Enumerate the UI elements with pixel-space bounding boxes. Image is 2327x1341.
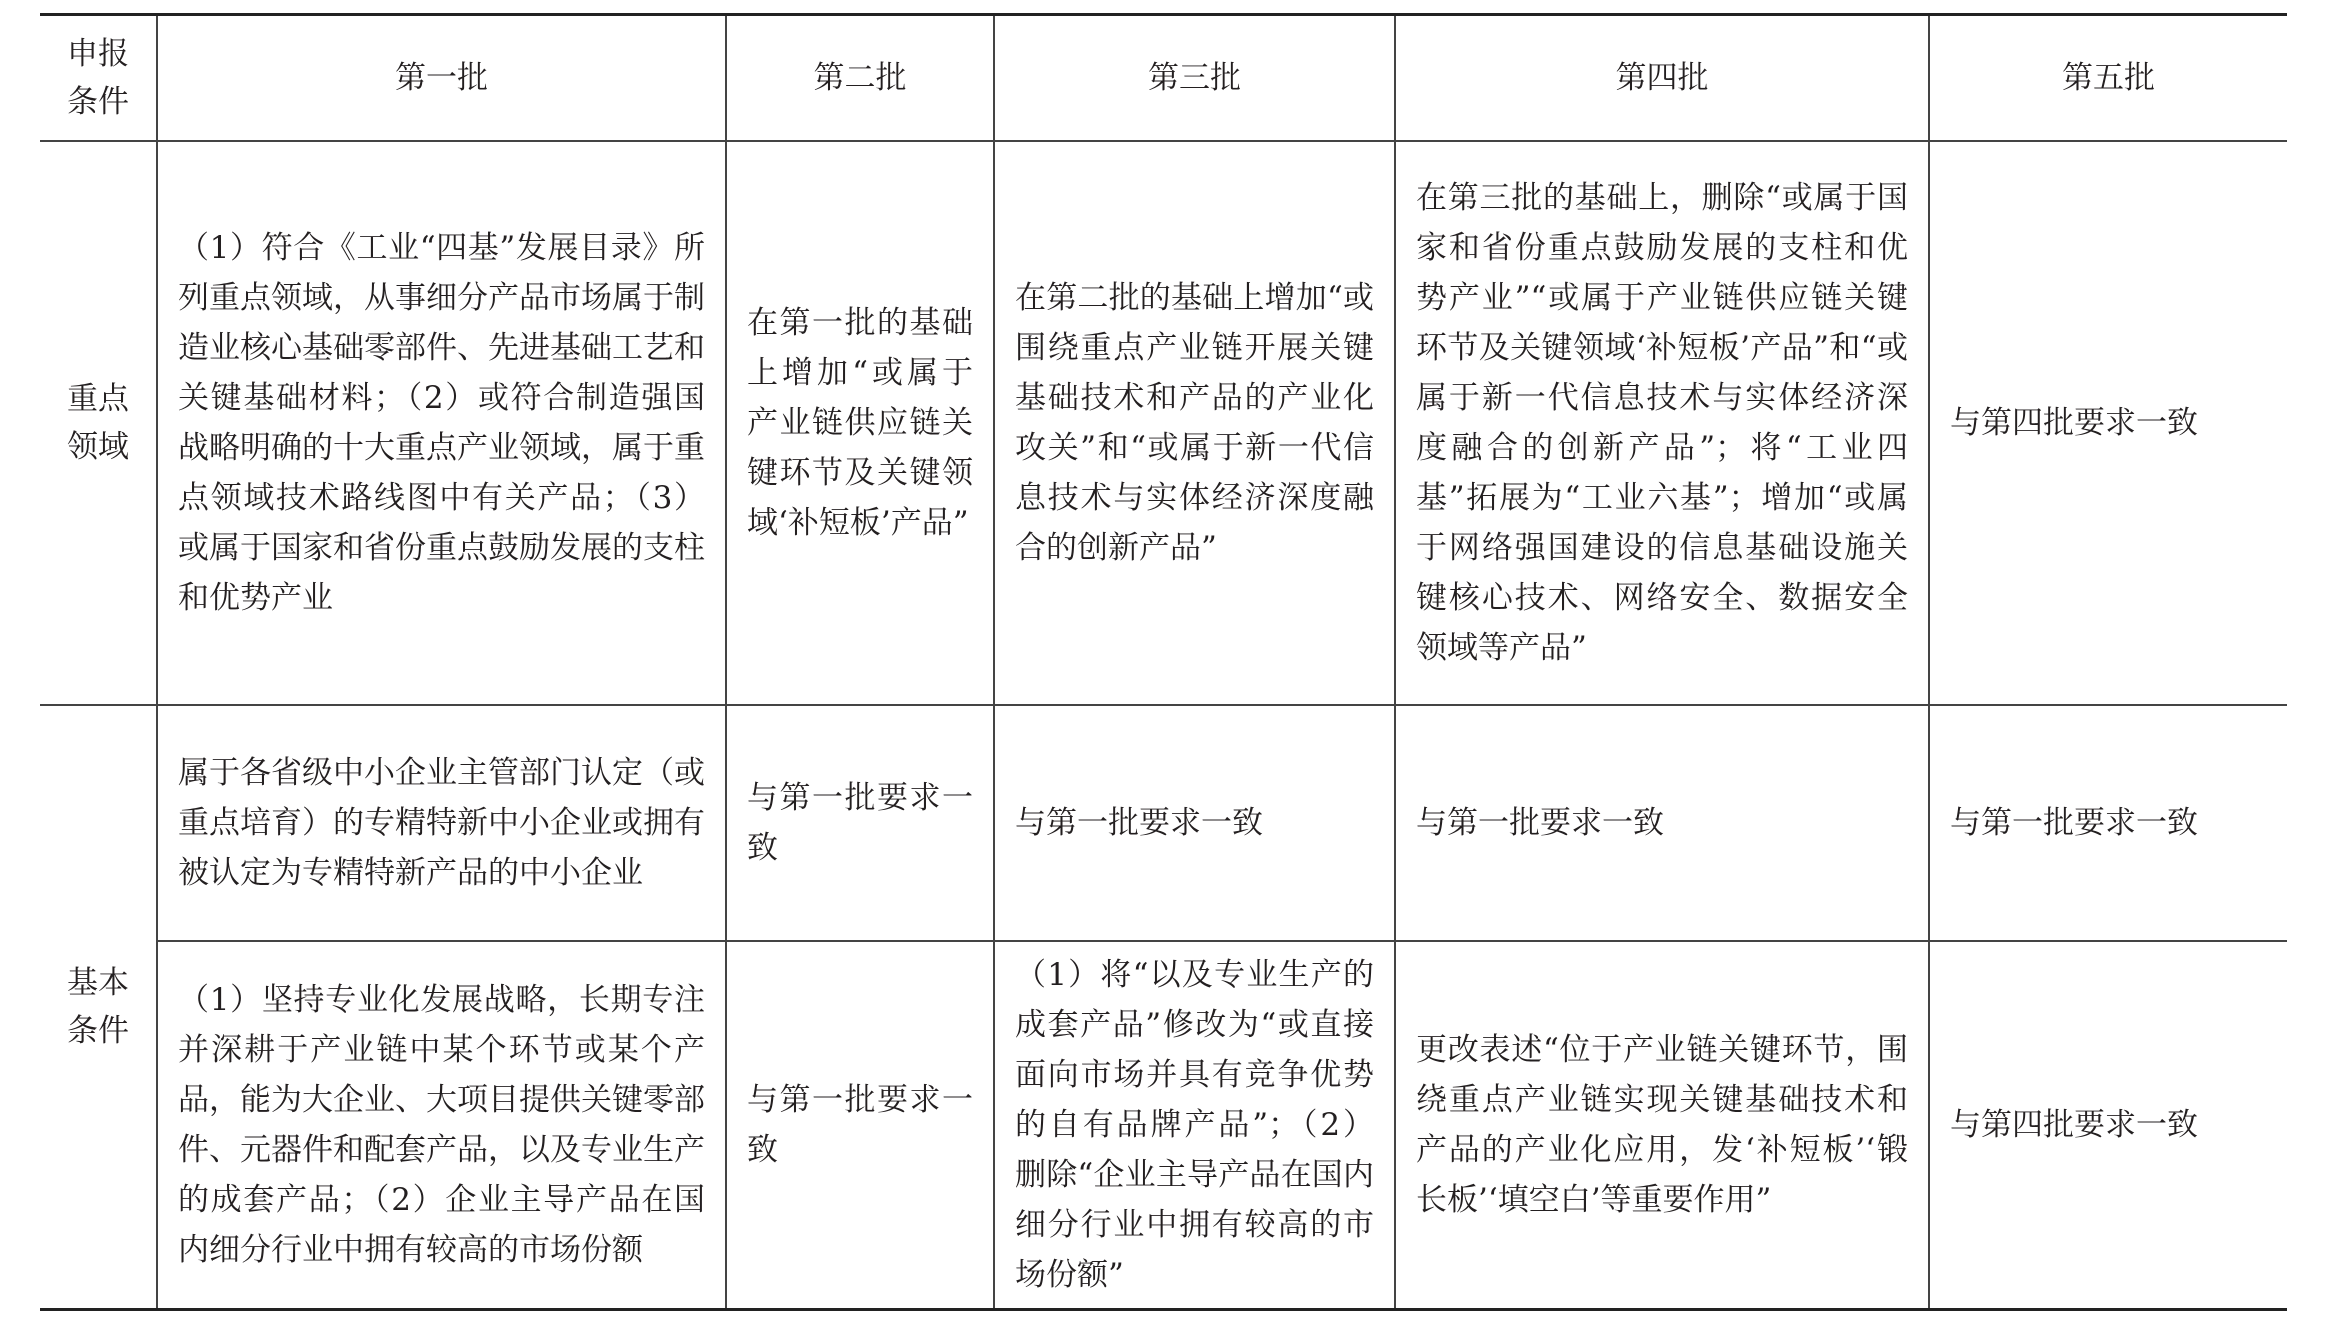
header-batch-4: 第四批 [1395, 15, 1929, 142]
basic-1-batch-2-text: 与第一批要求一致 [747, 780, 973, 866]
row-basic-conditions-2 [40, 941, 2287, 1309]
basic-2-batch-1-text: （1）坚持专业化发展战略，长期专注并深耕于产业链中某个环节或某个产品，能为大企业、大项目提供关键零部件、元器件和配套产品，以及专业生产的成套产品；（2）企业主导产品在国内细分行业中拥有较高的市场份额 [178, 981, 705, 1268]
basic-1-batch-3-text: 与第一批要求一致 [1015, 805, 1263, 841]
basic-label-line-1: 基本 [67, 964, 129, 1001]
basic-1-batch-4 [1395, 705, 1929, 941]
focus-area-label-line-2: 领域 [67, 429, 129, 465]
basic-2-batch-5 [1929, 941, 2287, 1309]
conditions-table [40, 13, 2287, 1311]
focus-area-batch-1 [157, 141, 726, 705]
row-label-focus-area [40, 141, 157, 705]
focus-area-batch-2-text: 在第一批的基础上增加“或属于产业链供应链关键环节及关键领域‘补短板’产品” [747, 305, 973, 541]
header-batch-2: 第二批 [726, 15, 994, 142]
header-batch-1: 第一批 [157, 15, 726, 142]
header-label-cell [40, 15, 157, 142]
basic-2-batch-2 [726, 941, 994, 1309]
header-batch-5: 第五批 [1929, 15, 2287, 142]
basic-1-batch-5 [1929, 705, 2287, 941]
focus-area-batch-4-text: 在第三批的基础上，删除“或属于国家和省份重点鼓励发展的支柱和优势产业”“或属于产业链供应链关键环节及关键领域‘补短板’产品”和“或属于新一代信息技术与实体经济深度融合的创新产品”；将“工业四基”拓展为“工业六基”；增加“或属于网络强国建设的信息基础设施关键核心技术、网络安全、数据安全领域等产品” [1416, 180, 1908, 666]
header-label-line-1: 申报 [67, 36, 129, 72]
basic-1-batch-2 [726, 705, 994, 941]
basic-1-batch-3 [994, 705, 1395, 941]
focus-area-batch-5-text: 与第四批要求一致 [1950, 405, 2198, 441]
focus-area-batch-3 [994, 141, 1395, 705]
header-label-line-2: 条件 [67, 84, 129, 120]
focus-area-batch-5 [1929, 141, 2287, 705]
basic-1-batch-5-text: 与第一批要求一致 [1950, 805, 2198, 841]
header-row [40, 15, 2287, 142]
basic-1-batch-1 [157, 705, 726, 941]
basic-2-batch-3 [994, 941, 1395, 1309]
basic-label-line-2: 条件 [67, 1012, 129, 1049]
header-batch-3: 第三批 [994, 15, 1395, 142]
basic-1-batch-1-text: 属于各省级中小企业主管部门认定（或重点培育）的专精特新中小企业或拥有被认定为专精特新产品的中小企业 [178, 755, 705, 891]
focus-area-batch-1-text: （1）符合《工业“四基”发展目录》所列重点领域，从事细分产品市场属于制造业核心基础零部件、先进基础工艺和关键基础材料；（2）或符合制造强国战略明确的十大重点产业领域，属于重点领域技术路线图中有关产品；（3）或属于国家和省份重点鼓励发展的支柱和优势产业 [178, 230, 705, 616]
basic-2-batch-5-text: 与第四批要求一致 [1950, 1106, 2198, 1143]
basic-2-batch-4-text: 更改表述“位于产业链关键环节，围绕重点产业链实现关键基础技术和产品的产业化应用，发‘补短板’‘锻长板’‘填空白’等重要作用” [1416, 1031, 1908, 1218]
row-basic-conditions-1 [40, 705, 2287, 941]
focus-area-batch-2 [726, 141, 994, 705]
focus-area-label-line-1: 重点 [67, 381, 129, 417]
basic-2-batch-3-text: （1）将“以及专业生产的成套产品”修改为“或直接面向市场并具有竞争优势的自有品牌产品”；（2）删除“企业主导产品在国内细分行业中拥有较高的市场份额” [1015, 956, 1374, 1293]
basic-2-batch-2-text: 与第一批要求一致 [747, 1081, 973, 1168]
basic-2-batch-1 [157, 941, 726, 1309]
row-focus-area [40, 141, 2287, 705]
focus-area-batch-4 [1395, 141, 1929, 705]
basic-1-batch-4-text: 与第一批要求一致 [1416, 805, 1664, 841]
basic-2-batch-4 [1395, 941, 1929, 1309]
row-label-basic-conditions [40, 705, 157, 1309]
focus-area-batch-3-text: 在第二批的基础上增加“或围绕重点产业链开展关键基础技术和产品的产业化攻关”和“或属于新一代信息技术与实体经济深度融合的创新产品” [1015, 280, 1374, 566]
